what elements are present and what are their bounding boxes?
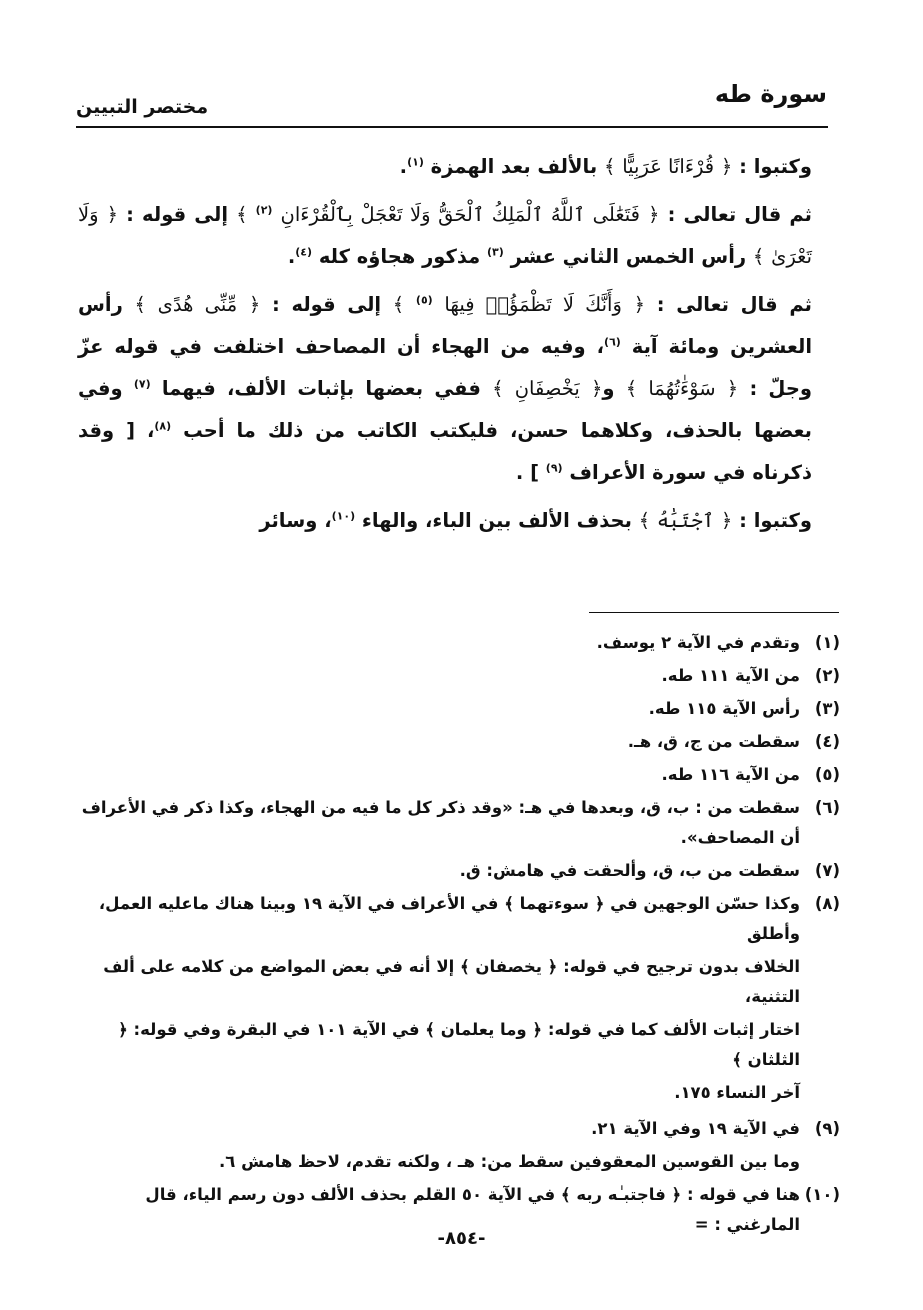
footnote-ref: (١) xyxy=(407,155,424,169)
footnote-number: (٤) xyxy=(814,732,840,751)
ornate-bracket-close: ﴾ xyxy=(603,155,616,178)
page-number: -٨٥٤- xyxy=(437,1228,486,1249)
text-segment: وفي بعضها بالحذف، وكلاهما حسن، فليكتب الكاتب من ذلك ما أحب xyxy=(78,377,812,442)
footnote-text: سقطت من : ب، ق، وبعدها في هـ: «وقد ذكر كل ما فيه من الهجاء، وكذا ذكر في الأعراف أن المصاحف». xyxy=(81,798,800,847)
text-segment: ] . xyxy=(515,461,539,484)
ornate-bracket-open: ﴿ xyxy=(720,509,733,532)
footnote-number: (٩) xyxy=(814,1119,840,1138)
text-segment: إلى قوله : xyxy=(272,293,382,316)
ornate-bracket-close: ﴾ xyxy=(492,377,504,400)
main-text xyxy=(78,146,812,548)
text-segment: ففي بعضها بإثبات الألف، فيهما xyxy=(161,377,481,400)
footnote-number: (١٠) xyxy=(804,1185,840,1204)
ornate-bracket-close: ﴾ xyxy=(134,293,146,316)
paragraph-3 xyxy=(78,284,812,494)
text-segment: ثم قال تعالى : xyxy=(667,203,812,226)
quran-quote: ٱجْتَبَٰهُ xyxy=(656,509,715,532)
book-title-header: مختصر التبيين xyxy=(76,96,209,118)
footnote-text: وما بين القوسين المعقوفين سقط من: هـ ، ولكنه تقدم، لاحظ هامش ٦. xyxy=(218,1152,800,1171)
text-segment: ، [ وقد ذكرناه في سورة الأعراف xyxy=(78,419,812,484)
footnote-ref: (١٠) xyxy=(331,509,356,523)
quran-quote: مِّنِّى هُدًى xyxy=(157,293,238,316)
footnote-line: الخلاف بدون ترجيح في قوله: ﴿ يخصفان ﴾ إلا أنه في بعض المواضع من كلامه على ألف التثنية، xyxy=(103,957,800,1006)
ornate-bracket-open: ﴿ xyxy=(726,377,739,400)
ornate-bracket-close: ﴾ xyxy=(638,509,651,532)
paragraph-1 xyxy=(78,146,812,188)
footnote-number: (٣) xyxy=(814,699,840,718)
text-segment: إلى قوله : xyxy=(126,203,229,226)
text-segment: وكتبوا : xyxy=(739,155,812,178)
ornate-bracket-open: ﴿ xyxy=(633,293,646,316)
footnote-continuation xyxy=(76,1147,840,1177)
text-segment: ، وفيه من الهجاء أن المصاحف اختلفت في قوله عزّ وجلّ : xyxy=(78,335,813,400)
text-segment: رأس الخمس الثاني عشر xyxy=(510,245,747,268)
text-segment: وكتبوا : xyxy=(739,509,812,532)
footnote-text: رأس الآية ١١٥ طه. xyxy=(648,699,800,718)
footnote-number: (٨) xyxy=(814,894,840,913)
ornate-bracket-close: ﴾ xyxy=(625,377,638,400)
surah-header: سورة طه xyxy=(714,80,827,108)
footnote-number: (١) xyxy=(814,633,840,652)
footnote-line: وكذا حسّن الوجهين في ﴿ سوءتهما ﴾ في الأعراف في الآية ١٩ وبينا هناك ماعليه العمل، وأطلق xyxy=(98,894,800,943)
ornate-bracket-open: ﴿ xyxy=(590,377,603,400)
footnote-item xyxy=(76,856,840,886)
footnote-number: (٧) xyxy=(814,861,840,880)
text-segment: بالألف بعد الهمزة xyxy=(430,155,598,178)
text-segment: . xyxy=(287,245,296,268)
footnote-text: سقطت من ب، ق، وألحقت في هامش: ق. xyxy=(459,861,800,880)
footnote-item xyxy=(76,727,840,757)
footnote-ref: (٦) xyxy=(604,335,621,349)
footnote-number: (٦) xyxy=(814,798,840,817)
footnote-item xyxy=(76,793,840,853)
text-segment: ، وسائر xyxy=(259,509,332,532)
quran-quote: وَأَنَّكَ لَا تَظْمَؤُا۟ فِيهَا xyxy=(444,293,622,316)
footnote-ref: (٣) xyxy=(487,245,504,259)
footnote-number: (٢) xyxy=(814,666,840,685)
footnote-text: وتقدم في الآية ٢ يوسف. xyxy=(596,633,800,652)
text-segment: . xyxy=(399,155,408,178)
footnote-text xyxy=(76,889,800,1111)
ornate-bracket-open: ﴿ xyxy=(248,293,261,316)
footnote-ref: (٧) xyxy=(133,377,151,391)
footnote-line: آخر النساء ١٧٥. xyxy=(674,1083,800,1102)
footnote-ref: (٨) xyxy=(154,419,172,433)
ornate-bracket-close: ﴾ xyxy=(752,245,765,268)
footnotes xyxy=(76,628,840,1243)
ornate-bracket-open: ﴿ xyxy=(720,155,733,178)
quran-quote: سَوْءَٰتُهُمَا xyxy=(648,377,716,400)
header-rule xyxy=(76,126,828,128)
footnote-text: سقطت من ج، ق، هـ. xyxy=(627,732,800,751)
quran-quote: وَلَا تَعْرَىٰ xyxy=(78,203,812,268)
footnote-item xyxy=(76,760,840,790)
paragraph-4 xyxy=(78,500,812,542)
text-segment: رأس العشرين ومائة آية xyxy=(78,293,812,358)
footnote-item xyxy=(76,694,840,724)
footnote-ref: (٢) xyxy=(255,203,273,217)
footnote-text: من الآية ١١٦ طه. xyxy=(661,765,800,784)
paragraph-2 xyxy=(78,194,812,278)
quran-quote: قُرْءَانًا عَرَبِيًّا xyxy=(622,155,715,178)
footnote-number: (٥) xyxy=(814,765,840,784)
quran-quote: يَخْصِفَانِ xyxy=(514,377,580,400)
footnote-item xyxy=(76,1114,840,1144)
footnote-line: اختار إثبات الألف كما في قوله: ﴿ وما يعلمان ﴾ في الآية ١٠١ في البقرة وفي قوله: ﴿ الثلثان ﴾ xyxy=(118,1020,800,1069)
text-segment: و xyxy=(602,377,615,400)
footnote-ref: (٥) xyxy=(415,293,433,307)
footnote-item xyxy=(76,661,840,691)
footnote-text: هنا في قوله : ﴿ فاجتبـٰه ربه ﴾ في الآية ٥٠ القلم بحذف الألف دون رسم الياء، قال المارغني : = xyxy=(145,1185,800,1234)
footnote-separator xyxy=(589,612,839,613)
footnote-item xyxy=(76,889,840,1111)
ornate-bracket-close: ﴾ xyxy=(236,203,248,226)
ornate-bracket-close: ﴾ xyxy=(392,293,405,316)
text-segment: ثم قال تعالى : xyxy=(656,293,812,316)
footnote-ref: (٩) xyxy=(545,461,563,475)
text-segment: مذكور هجاؤه كله xyxy=(318,245,481,268)
footnote-text: في الآية ١٩ وفي الآية ٢١. xyxy=(591,1119,800,1138)
footnote-text: من الآية ١١١ طه. xyxy=(661,666,800,685)
text-segment: بحذف الألف بين الباء، والهاء xyxy=(361,509,632,532)
footnote-item xyxy=(76,628,840,658)
ornate-bracket-open: ﴿ xyxy=(106,203,119,226)
ornate-bracket-open: ﴿ xyxy=(648,203,660,226)
footnote-ref: (٤) xyxy=(295,245,313,259)
quran-quote: فَتَعَٰلَى ٱللَّهُ ٱلْمَلِكُ ٱلْحَقُّ وَلَا تَعْجَلْ بِٱلْقُرْءَانِ xyxy=(280,203,640,226)
